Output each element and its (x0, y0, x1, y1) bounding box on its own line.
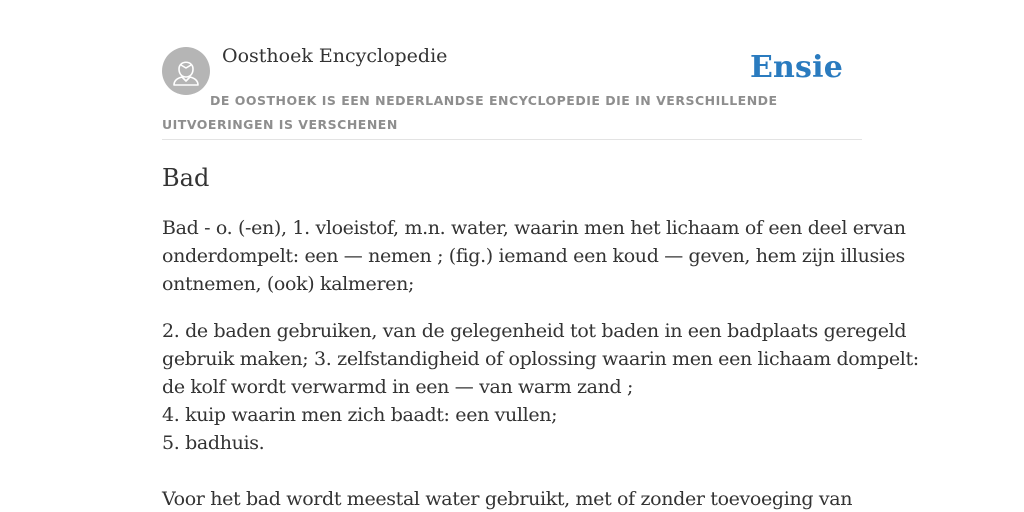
text-line: ontnemen, (ook) kalmeren; (162, 273, 415, 295)
article-title: Bad (162, 164, 210, 192)
source-name[interactable]: Oosthoek Encyclopedie (222, 45, 448, 67)
text-line: 4. kuip waarin men zich baadt: een vullen; (162, 404, 558, 426)
text-line: 5. badhuis. (162, 432, 265, 454)
article (162, 162, 919, 512)
text-line: Voor het bad wordt meestal water gebruikt, met of zonder toevoeging van (162, 488, 853, 510)
text-line: gebruik maken; 3. zelfstandigheid of oplossing waarin men een lichaam dompelt: (162, 348, 919, 370)
text-line: onderdompelt: een — nemen ; (fig.) iemand een koud — geven, hem zijn illusies (162, 245, 905, 267)
article-paragraph-2 (162, 317, 919, 512)
paragraph-spacer (162, 457, 882, 485)
text-line: Bad - o. (-en), 1. vloeistof, m.n. water, waarin men het lichaam of een deel ervan (162, 217, 906, 239)
text-line: 2. de baden gebruiken, van de gelegenheid tot baden in een badplaats geregeld (162, 320, 907, 342)
brand-logo-link[interactable]: Ensie (749, 50, 843, 85)
source-description: DE OOSTHOEK IS EEN NEDERLANDSE ENCYCLOPEDIE DIE IN VERSCHILLENDE UITVOERINGEN IS VERSCHENEN (162, 93, 778, 132)
text-line: de kolf wordt verwarmd in een — van warm zand ; (162, 376, 634, 398)
source-header (162, 44, 862, 140)
article-paragraph-1 (162, 214, 906, 298)
user-avatar-icon[interactable] (162, 47, 210, 95)
